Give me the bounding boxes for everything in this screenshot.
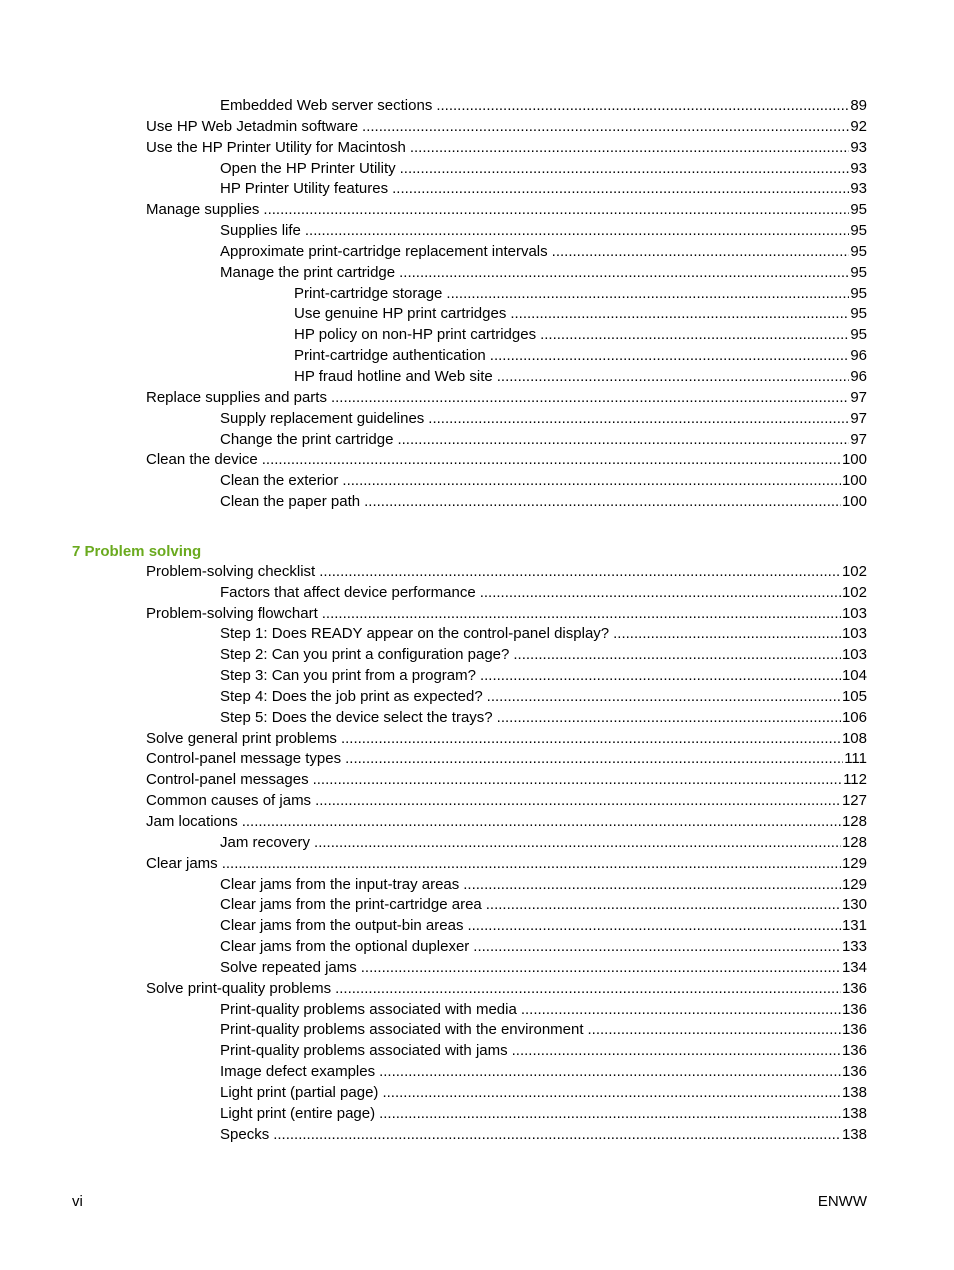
dot-leader [262,450,841,471]
toc-entry-page-number[interactable]: 136 [841,1063,867,1081]
dot-leader [480,666,841,687]
toc-entry-title[interactable]: Print-quality problems associated with media [220,1000,517,1018]
toc-entry-line[interactable] [220,875,867,896]
toc-entry-title[interactable]: Solve general print problems [146,729,337,747]
footer-doc-code: ENWW [817,1193,867,1210]
toc-entry-line[interactable] [146,979,867,1000]
toc-entry-page-number[interactable]: 100 [841,451,867,469]
toc-entry-page-number[interactable]: 95 [850,263,867,281]
toc-entry-page-number[interactable]: 92 [850,117,867,135]
toc-entry[interactable] [0,583,954,604]
toc-entry-line[interactable] [220,1000,867,1021]
toc-entry-title[interactable]: Clear jams from the input-tray areas [220,875,460,893]
toc-entry-page-number[interactable]: 89 [850,97,867,114]
dot-leader [480,583,841,604]
toc-entry-line[interactable] [220,958,867,979]
toc-entry-title[interactable]: Jam locations [146,813,238,830]
toc-entry-line[interactable] [220,916,867,937]
toc-entry-line[interactable] [146,138,867,159]
dot-leader [487,687,841,708]
toc-entry-line[interactable] [146,388,867,409]
toc-entry-line[interactable] [146,450,867,471]
toc-entry-title[interactable]: Specks [220,1125,270,1143]
dot-leader [331,388,849,409]
toc-entry-title[interactable]: Control-panel messages [146,771,309,789]
dot-leader [510,304,849,325]
toc-entry-title[interactable]: Jam recovery [220,833,311,851]
toc-entry[interactable] [0,117,954,138]
toc-entry[interactable] [0,749,954,770]
toc-entry-line[interactable] [294,367,867,388]
dot-leader [305,221,849,242]
toc-entry-line[interactable] [220,263,867,284]
dot-leader [242,812,841,833]
toc-entry[interactable] [0,791,954,812]
toc-entry-line[interactable] [220,666,867,687]
toc-entry-page-number[interactable]: 112 [843,771,867,789]
toc-entry-title[interactable]: Open the HP Printer Utility [220,159,396,177]
dot-leader [446,284,849,305]
toc-entry-title[interactable]: Light print (partial page) [220,1083,379,1101]
toc-entry[interactable] [0,325,954,346]
toc-entry-line[interactable] [220,708,867,729]
toc-entry-title[interactable]: Problem-solving flowchart [146,604,318,622]
toc-entry[interactable] [0,471,954,492]
toc-entry-page-number[interactable]: 95 [850,305,867,323]
toc-entry-page-number[interactable]: 108 [841,729,867,747]
toc-entry[interactable] [0,1041,954,1062]
toc-entry-title[interactable]: Factors that affect device performance [220,583,476,601]
toc-entry[interactable] [0,708,954,729]
toc-entry-line[interactable] [220,409,867,430]
toc-entry-title[interactable]: Problem-solving checklist [146,562,316,580]
toc-entry-title[interactable]: Use the HP Printer Utility for Macintosh [146,138,406,156]
toc-entry-title[interactable]: Image defect examples [220,1063,376,1081]
dot-leader [428,409,849,430]
toc-entry-title[interactable]: Clean the paper path [220,493,361,511]
toc-entry-title[interactable]: Step 3: Can you print from a program? [220,667,476,685]
toc-entry-page-number[interactable]: 93 [850,159,867,177]
toc-entry-page-number[interactable]: 97 [850,388,867,406]
toc-entry-page-number[interactable]: 96 [850,367,867,385]
toc-entry[interactable] [0,666,954,687]
toc-entry[interactable] [0,263,954,284]
toc-entry[interactable] [0,409,954,430]
toc-entry-line[interactable] [220,624,867,645]
dot-leader [364,492,841,513]
chapter-heading[interactable] [0,541,954,562]
toc-entry-page-number[interactable]: 136 [841,1042,867,1060]
toc-entry-line[interactable] [294,304,867,325]
toc-entry-line[interactable] [220,1062,867,1083]
toc-entry-line[interactable] [220,221,867,242]
toc-entry-line[interactable] [146,770,867,791]
dot-leader [497,708,841,729]
toc-entry[interactable] [0,729,954,750]
toc-entry-title[interactable]: Solve repeated jams [220,958,357,976]
toc-entry-title[interactable]: HP policy on non-HP print cartridges [294,326,537,344]
footer-page-number: vi [72,1193,83,1210]
dot-leader [490,346,850,367]
toc-entry-title[interactable]: Clear jams from the output-bin areas [220,917,464,935]
toc-entry-line[interactable] [220,1104,867,1125]
toc-entry-line[interactable] [294,346,867,367]
toc-entry-title[interactable]: Use HP Web Jetadmin software [146,117,359,135]
toc-entry[interactable] [0,833,954,854]
toc-entry-title[interactable]: Approximate print-cartridge replacement intervals [220,242,548,260]
toc-entry-page-number[interactable]: 100 [841,472,867,490]
toc-entry-page-number[interactable]: 96 [850,347,867,365]
chapter-heading-label[interactable]: 7 Problem solving [72,542,202,560]
dot-leader [512,1041,841,1062]
dot-leader [392,179,849,200]
dot-leader [436,96,849,117]
toc-entry-title[interactable]: HP Printer Utility features [220,180,389,198]
toc-entry[interactable] [0,179,954,200]
toc-entry[interactable] [0,388,954,409]
toc-entry-line[interactable] [146,749,867,770]
toc-entry-line[interactable] [220,96,867,117]
toc-entry[interactable] [0,875,954,896]
toc-entry-title[interactable]: Print-quality problems associated with jams [220,1042,508,1060]
toc-entry[interactable] [0,895,954,916]
toc-entry-page-number[interactable]: 103 [841,646,867,664]
dot-leader [263,200,849,221]
dot-leader [315,791,841,812]
toc-entry-page-number[interactable]: 95 [850,222,867,240]
toc-entry[interactable] [0,242,954,263]
toc-entry-title[interactable]: Supplies life [220,222,301,240]
toc-entry-line[interactable] [220,242,867,263]
toc-entry[interactable] [0,1125,954,1146]
toc-entry-line[interactable] [220,687,867,708]
toc-entry-line[interactable] [146,791,867,812]
toc-entry[interactable] [0,624,954,645]
dot-leader [382,1083,841,1104]
dot-leader [345,749,843,770]
dot-leader [463,875,841,896]
toc-entry-page-number[interactable]: 128 [841,833,867,851]
toc-entry-line[interactable] [220,937,867,958]
toc-entry-line[interactable] [220,1083,867,1104]
dot-leader [467,916,841,937]
toc-entry[interactable] [0,812,954,833]
toc-entry-title[interactable]: Print-cartridge storage [294,284,443,302]
toc-entry-title[interactable]: Change the print cartridge [220,430,394,448]
toc-entry[interactable] [0,450,954,471]
toc-entry-line[interactable] [146,854,867,875]
toc-entry-title[interactable]: Supply replacement guidelines [220,409,425,427]
toc-entry-page-number[interactable]: 102 [841,583,867,601]
toc-entry-page-number[interactable]: 138 [841,1104,867,1122]
toc-entry[interactable] [0,687,954,708]
dot-leader [319,562,841,583]
toc-entry-line[interactable] [294,325,867,346]
dot-leader [400,159,850,180]
toc-entry-line[interactable] [220,645,867,666]
dot-leader [399,263,849,284]
dot-leader [521,1000,841,1021]
toc-entry-line[interactable] [220,179,867,200]
toc-entry-page-number[interactable]: 138 [841,1083,867,1101]
dot-leader [540,325,849,346]
toc-entry-line[interactable] [146,812,867,833]
toc-entry-line[interactable] [220,430,867,451]
dot-leader [473,937,841,958]
toc-entry-title[interactable]: Replace supplies and parts [146,388,327,406]
toc-entry-title[interactable]: Clear jams from the print-cartridge area [220,896,482,914]
toc-entry-page-number[interactable]: 97 [850,430,867,448]
toc-entry-title[interactable]: Print-quality problems associated with the environment [220,1021,584,1039]
toc-entry-line[interactable] [220,583,867,604]
toc-entry-title[interactable]: Step 2: Can you print a configuration page? [220,646,510,664]
toc-entry-page-number[interactable]: 136 [841,1000,867,1018]
toc-entry-page-number[interactable]: 102 [841,562,867,580]
toc-entry[interactable] [0,1062,954,1083]
toc-entry-title[interactable]: Clean the exterior [220,472,339,490]
toc-entry-title[interactable]: Print-cartridge authentication [294,347,486,365]
toc-section-a [0,96,954,513]
toc-entry[interactable] [0,1020,954,1041]
dot-leader [322,604,841,625]
toc-entry[interactable] [0,979,954,1000]
toc-entry-page-number[interactable]: 95 [850,284,867,302]
toc-entry[interactable] [0,854,954,875]
toc-entry-line[interactable] [294,284,867,305]
toc-entry-title[interactable]: Clear jams [146,854,218,872]
table-of-contents [0,96,954,1146]
toc-entry-page-number[interactable]: 105 [841,687,867,705]
toc-entry-page-number[interactable]: 134 [841,958,867,976]
toc-entry-line[interactable] [220,1125,867,1146]
toc-entry-page-number[interactable]: 129 [841,854,867,872]
toc-entry-page-number[interactable]: 95 [850,326,867,344]
toc-entry[interactable] [0,770,954,791]
toc-entry[interactable] [0,562,954,583]
toc-entry[interactable] [0,96,954,117]
toc-entry[interactable] [0,159,954,180]
toc-entry-page-number[interactable]: 93 [850,138,867,156]
toc-entry[interactable] [0,645,954,666]
dot-leader [513,645,841,666]
toc-entry-line[interactable] [146,562,867,583]
toc-entry-page-number[interactable]: 106 [841,708,867,726]
toc-entry-line[interactable] [146,729,867,750]
dot-leader [341,729,841,750]
dot-leader [313,770,842,791]
toc-entry-line[interactable] [220,895,867,916]
toc-entry-page-number[interactable]: 127 [841,792,867,810]
dot-leader [613,624,841,645]
dot-leader [552,242,850,263]
toc-entry-page-number[interactable]: 136 [841,1021,867,1039]
toc-entry-title[interactable]: HP fraud hotline and Web site [294,367,493,385]
dot-leader [335,979,841,1000]
toc-entry-title[interactable]: Manage supplies [146,201,260,219]
toc-entry-title[interactable]: Clean the device [146,451,258,469]
toc-entry[interactable] [0,304,954,325]
toc-entry-title[interactable]: Manage the print cartridge [220,263,396,281]
toc-entry-line[interactable] [220,1041,867,1062]
toc-entry[interactable] [0,221,954,242]
toc-entry-page-number[interactable]: 131 [841,917,867,935]
dot-leader [362,117,849,138]
dot-leader [486,895,841,916]
toc-entry[interactable] [0,604,954,625]
toc-entry-page-number[interactable]: 138 [841,1125,867,1143]
toc-entry[interactable] [0,1104,954,1125]
toc-entry-page-number[interactable]: 111 [844,750,867,768]
section-gap [0,513,954,541]
dot-leader [361,958,841,979]
toc-entry-title[interactable]: Step 1: Does READY appear on the control-panel display? [220,625,610,643]
dot-leader [410,138,850,159]
toc-entry-page-number[interactable]: 104 [841,667,867,685]
toc-entry[interactable] [0,430,954,451]
toc-entry-title[interactable]: Solve print-quality problems [146,979,332,997]
dot-leader [273,1125,841,1146]
toc-entry-title[interactable]: Light print (entire page) [220,1104,376,1122]
toc-entry-line[interactable] [220,492,867,513]
toc-entry[interactable] [0,1000,954,1021]
toc-entry-line[interactable] [220,471,867,492]
toc-entry-page-number[interactable]: 136 [841,979,867,997]
dot-leader [497,367,850,388]
toc-entry-title[interactable]: Common causes of jams [146,792,312,810]
toc-entry-page-number[interactable]: 93 [850,180,867,198]
toc-entry-title[interactable]: Use genuine HP print cartridges [294,305,507,323]
toc-entry[interactable] [0,346,954,367]
toc-entry-page-number[interactable]: 133 [841,938,867,956]
toc-entry[interactable] [0,200,954,221]
toc-entry-line[interactable] [146,200,867,221]
dot-leader [588,1020,841,1041]
toc-entry[interactable] [0,958,954,979]
toc-entry-page-number[interactable]: 97 [850,409,867,427]
toc-entry-title[interactable]: Step 5: Does the device select the trays? [220,708,493,726]
page-footer [72,1193,867,1210]
toc-section-b [0,562,954,1146]
toc-entry-line[interactable] [146,604,867,625]
toc-entry[interactable] [0,138,954,159]
dot-leader [342,471,841,492]
toc-entry[interactable] [0,1083,954,1104]
toc-entry[interactable] [0,937,954,958]
toc-entry-page-number[interactable]: 95 [850,242,867,260]
toc-entry-line[interactable] [220,1020,867,1041]
toc-entry-title[interactable]: Control-panel message types [146,750,342,768]
dot-leader [379,1062,841,1083]
toc-entry-title[interactable]: Embedded Web server sections [220,97,433,114]
toc-entry[interactable] [0,284,954,305]
toc-entry-line[interactable] [220,159,867,180]
toc-entry-page-number[interactable]: 130 [841,896,867,914]
toc-entry[interactable] [0,916,954,937]
toc-entry[interactable] [0,492,954,513]
toc-entry-line[interactable] [220,833,867,854]
toc-entry-page-number[interactable]: 103 [841,604,867,622]
toc-entry-page-number[interactable]: 103 [841,625,867,643]
toc-entry-title[interactable]: Step 4: Does the job print as expected? [220,687,483,705]
toc-entry-page-number[interactable]: 95 [850,201,867,219]
toc-entry-title[interactable]: Clear jams from the optional duplexer [220,938,470,956]
toc-entry[interactable] [0,367,954,388]
dot-leader [397,430,849,451]
toc-entry-page-number[interactable]: 128 [841,813,867,830]
toc-entry-page-number[interactable]: 129 [841,875,867,893]
toc-entry-line[interactable] [146,117,867,138]
toc-entry-page-number[interactable]: 100 [841,493,867,511]
dot-leader [314,833,841,854]
dot-leader [379,1104,841,1125]
dot-leader [222,854,841,875]
